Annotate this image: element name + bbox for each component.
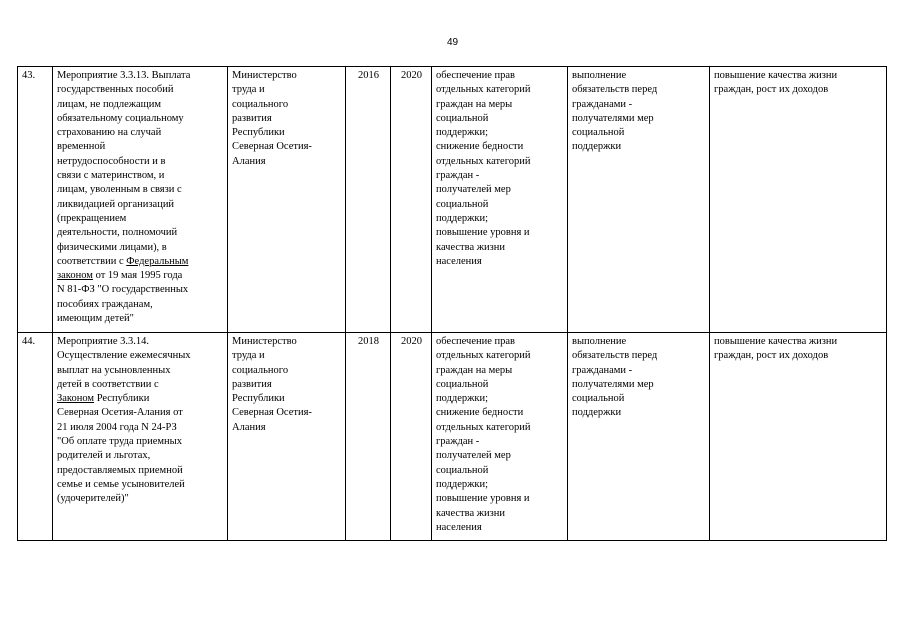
indicator-cell: выполнение обязательств перед гражданами - получателями мер социальной поддержки [568, 67, 710, 333]
law-link[interactable]: Федеральным законом [57, 255, 189, 282]
measures-table [17, 66, 887, 541]
year-end-cell: 2020 [391, 67, 432, 333]
indicator-cell: выполнение обязательств перед гражданами - получателями мер социальной поддержки [568, 333, 710, 541]
event-text: Мероприятие 3.3.13. Выплата государственных пособий лицам, не подлежащим обязательному социальному страхованию на случай временной нетрудоспособности и в связи с материнством, и лицам, уволенным в связи с ликвидацией организаций (прекращением деятельности, полномочий физическими лицами), в соответствии с [57, 70, 191, 267]
effect-cell: повышение качества жизни граждан, рост их доходов [710, 333, 887, 541]
effect-cell: повышение качества жизни граждан, рост их доходов [710, 67, 887, 333]
event-cell [53, 67, 228, 333]
executor-cell: Министерство труда и социального развития Республики Северная Осетия- Алания [228, 67, 346, 333]
event-text: Мероприятие 3.3.14. Осуществление ежемесячных выплат на усыновленных детей в соответствии с [57, 336, 191, 390]
table-row [18, 67, 887, 333]
row-number: 43. [18, 67, 53, 333]
year-start-cell: 2016 [346, 67, 391, 333]
executor-cell: Министерство труда и социального развития Республики Северная Осетия- Алания [228, 333, 346, 541]
event-cell [53, 333, 228, 541]
page-number: 49 [446, 37, 459, 48]
year-end-cell: 2020 [391, 333, 432, 541]
row-number: 44. [18, 333, 53, 541]
event-text-tail: от 19 мая 1995 года N 81-ФЗ "О государственных пособиях гражданам, имеющим детей" [57, 270, 189, 325]
table-row [18, 333, 887, 541]
event-text-tail: Республики Северная Осетия-Алания от 21 июля 2004 года N 24-РЗ "Об оплате труда приемных родителей и льготах, предоставляемых приемной семье и семье усыновителей (удочерителей)" [57, 393, 185, 505]
law-link[interactable]: Законом [57, 393, 95, 405]
year-start-cell: 2018 [346, 333, 391, 541]
result-cell: обеспечение прав отдельных категорий граждан на меры социальной поддержки; снижение бедности отдельных категорий граждан - получателей мер социальной поддержки; повышение уровня и качества жизни населения [432, 67, 568, 333]
result-cell: обеспечение прав отдельных категорий граждан на меры социальной поддержки; снижение бедности отдельных категорий граждан - получателей мер социальной поддержки; повышение уровня и качества жизни населения [432, 333, 568, 541]
